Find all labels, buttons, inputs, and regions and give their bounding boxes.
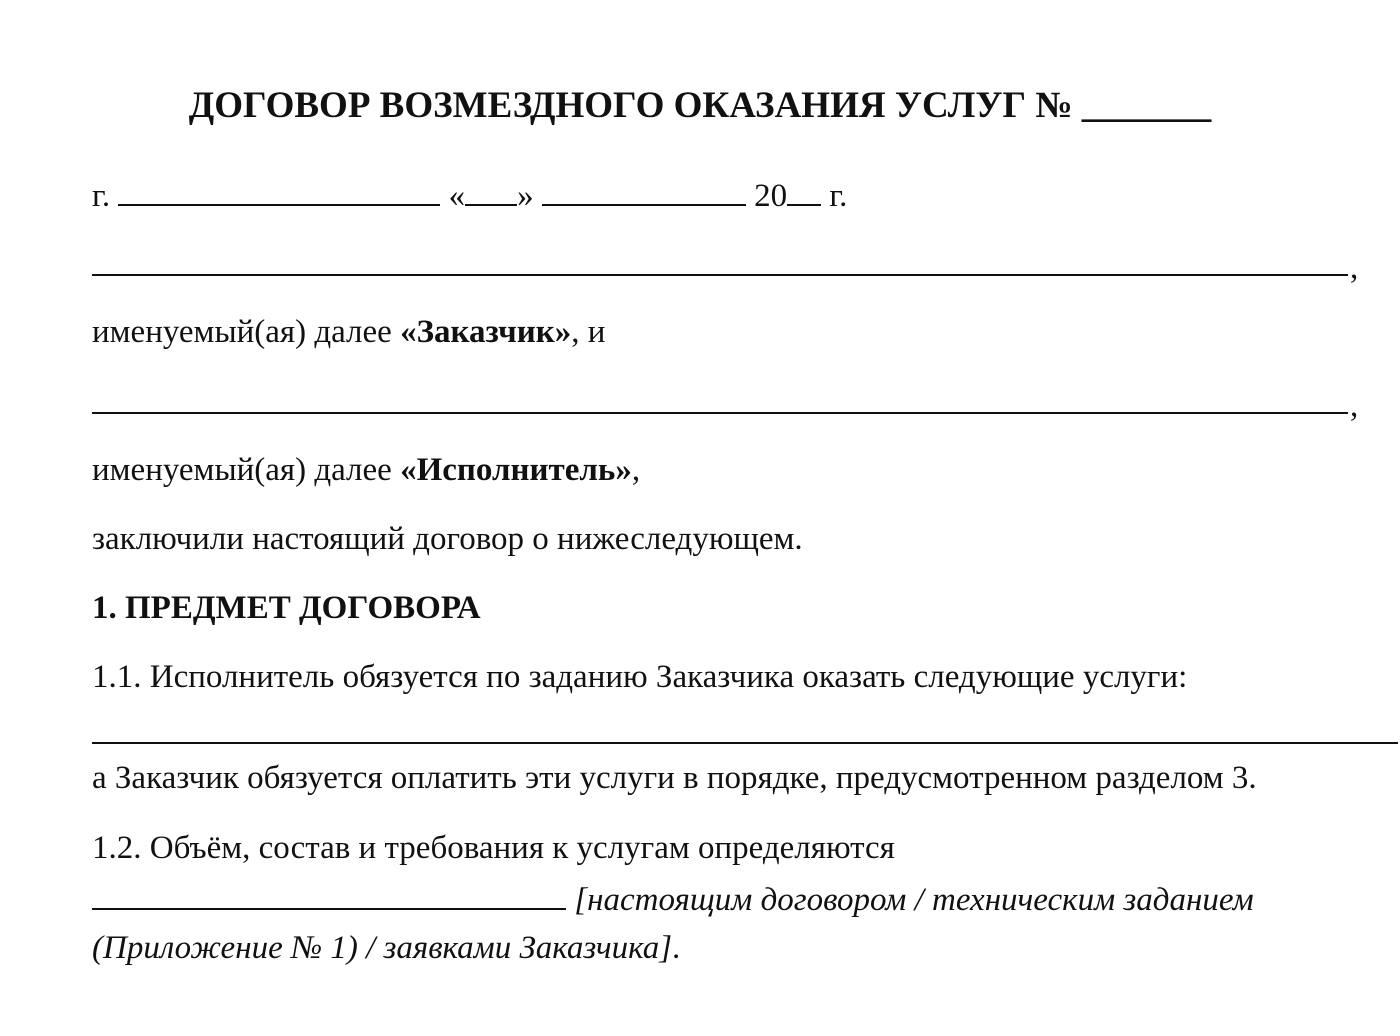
definition-blank[interactable] <box>92 878 566 910</box>
customer-comma: , <box>1350 250 1359 286</box>
customer-line <box>92 312 605 352</box>
contractor-suffix: , <box>631 452 641 488</box>
customer-name-blank[interactable] <box>92 274 1348 276</box>
clause-1-2-options-a: [настоящим договором / техническим заданием <box>574 882 1254 918</box>
services-blank[interactable] <box>92 742 1398 744</box>
quote-close: » <box>517 178 534 214</box>
city-blank[interactable] <box>118 174 440 206</box>
concluded-text: заключили настоящий договор о нижеследующем. <box>92 521 803 557</box>
day-blank[interactable] <box>465 174 517 206</box>
clause-1-1: 1.1. Исполнитель обязуется по заданию Заказчика оказать следующие услуги: <box>92 659 1188 695</box>
year-suffix: г. <box>829 178 848 214</box>
quote-open: « <box>448 178 466 214</box>
contractor-role: «Исполнитель» <box>400 452 632 488</box>
contractor-line <box>92 450 640 490</box>
customer-prefix: именуемый(ая) далее <box>92 314 401 350</box>
clause-1-2-options-b: (Приложение № 1) / заявками Заказчика] <box>92 930 673 966</box>
document-title: ДОГОВОР ВОЗМЕЗДНОГО ОКАЗАНИЯ УСЛУГ № _______ <box>188 85 1212 126</box>
year-prefix: 20 <box>754 178 788 214</box>
section1-heading: 1. ПРЕДМЕТ ДОГОВОРА <box>92 590 481 626</box>
city-prefix: г. <box>92 178 111 214</box>
contractor-comma: , <box>1350 388 1359 424</box>
city-date-line <box>92 174 847 216</box>
year-blank[interactable] <box>787 174 821 206</box>
clause-1-2-end: . <box>672 930 681 966</box>
contractor-prefix: именуемый(ая) далее <box>92 452 401 488</box>
customer-suffix: , и <box>571 314 606 350</box>
clause-1-2-options-line <box>92 878 1254 920</box>
customer-role: «Заказчик» <box>400 314 572 350</box>
clause-1-2-options-line-2 <box>92 928 680 968</box>
clause-1-2: 1.2. Объём, состав и требования к услугам определяются <box>92 830 895 866</box>
month-blank[interactable] <box>542 174 746 206</box>
contractor-name-blank[interactable] <box>92 412 1348 414</box>
clause-1-1-continuation: а Заказчик обязуется оплатить эти услуги в порядке, предусмотренном разделом 3. <box>92 760 1257 796</box>
